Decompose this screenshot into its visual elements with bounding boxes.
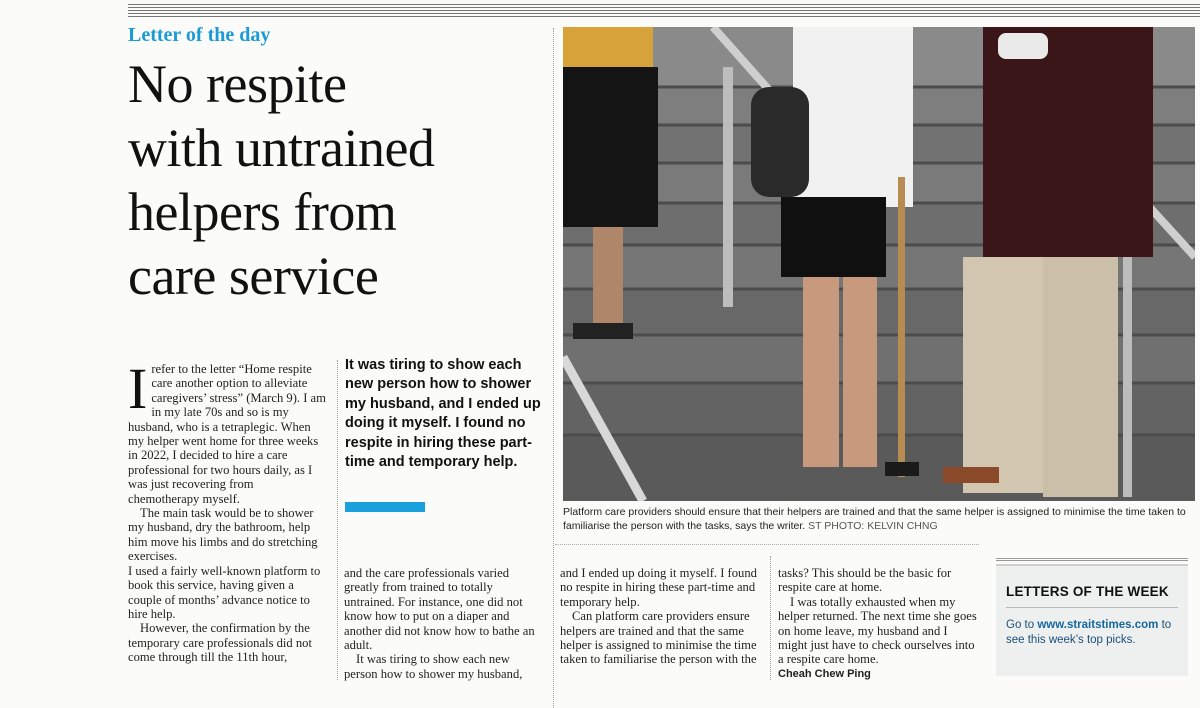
section-rule bbox=[555, 544, 979, 545]
pull-quote-bar bbox=[345, 502, 425, 512]
article-column-2 bbox=[344, 566, 544, 681]
column-divider bbox=[337, 360, 338, 680]
headline-line: with untrained bbox=[128, 118, 435, 178]
paragraph: Can platform care providers ensure helpers are trained and that the same helper is assigned to minimise the time taken to familiarise the person with the bbox=[560, 609, 757, 667]
paragraph: and I ended up doing it myself. I found no respite in hiring these part-time and temporary help. bbox=[560, 566, 757, 609]
pull-quote: It was tiring to show each new person how to shower my husband, and I ended up doing it myself. I found no respite in hiring these part-time and temporary help. bbox=[345, 357, 541, 471]
sidebar-text-before: Go to bbox=[1006, 619, 1035, 631]
paragraph: I used a fairly well-known platform to book this service, having given a couple of months’ advance notice to hire help. bbox=[128, 563, 321, 621]
paragraph: I was totally exhausted when my helper returned. The next time she goes on home leave, my husband and I might just have to check ourselves into a respite care home. bbox=[778, 594, 977, 667]
paragraph: tasks? This should be the basic for respite care at home. bbox=[778, 566, 952, 595]
headline bbox=[128, 52, 548, 308]
paragraph: It was tiring to show each new person how to shower my husband, bbox=[344, 652, 523, 681]
paragraph: and the care professionals varied greatly from trained to totally untrained. For instance, one did not know how to put on a diaper and another did not know how to bathe an adult. bbox=[344, 566, 535, 653]
caption-text: Platform care providers should ensure that their helpers are trained and that the same helper is assigned to minimise the time taken to familiarise the person with the tasks, says the writer. bbox=[563, 506, 1186, 532]
column-divider bbox=[770, 556, 771, 680]
article-photo bbox=[563, 27, 1195, 501]
paragraph: The main task would be to shower my husband, dry the bathroom, help him move his limbs and do stretching exercises. bbox=[128, 506, 318, 564]
headline-line: helpers from bbox=[128, 182, 397, 242]
paragraph: refer to the letter “Home respite care another option to alleviate caregivers’ stress” (March 9). I am in my late 70s and so is my husband, who is a tetraplegic. When my helper went home for three weeks in 2022, I decided to hire a care professional for two hours daily, as I was just recovering from chemotherapy myself. bbox=[128, 362, 326, 506]
paragraph: However, the confirmation by the temporary care professionals did not come through till the 11th hour, bbox=[128, 621, 312, 665]
column-divider bbox=[553, 28, 554, 708]
article-column-4 bbox=[778, 566, 978, 681]
sidebar-rule bbox=[996, 558, 1188, 562]
sidebar-title: LETTERS OF THE WEEK bbox=[1006, 584, 1169, 599]
photo-caption bbox=[563, 506, 1200, 533]
photo-credit: ST PHOTO: KELVIN CHNG bbox=[808, 519, 938, 532]
top-rule bbox=[128, 4, 1200, 18]
letters-of-the-week-box bbox=[996, 564, 1188, 676]
stairs-photo-illustration bbox=[563, 27, 1195, 501]
headline-line: care service bbox=[128, 246, 379, 306]
headline-line: No respite bbox=[128, 54, 347, 114]
kicker: Letter of the day bbox=[128, 24, 271, 46]
sidebar-text bbox=[1006, 618, 1178, 648]
website-link[interactable]: www.straitstimes.com bbox=[1037, 619, 1159, 631]
drop-cap: I bbox=[128, 356, 148, 421]
signature: Cheah Chew Ping bbox=[778, 667, 871, 680]
article-column-3 bbox=[560, 566, 762, 667]
sidebar-text-after: to see this week’s top picks. bbox=[1006, 619, 1172, 646]
article-column-1 bbox=[128, 356, 328, 665]
sidebar-divider bbox=[1006, 607, 1178, 608]
